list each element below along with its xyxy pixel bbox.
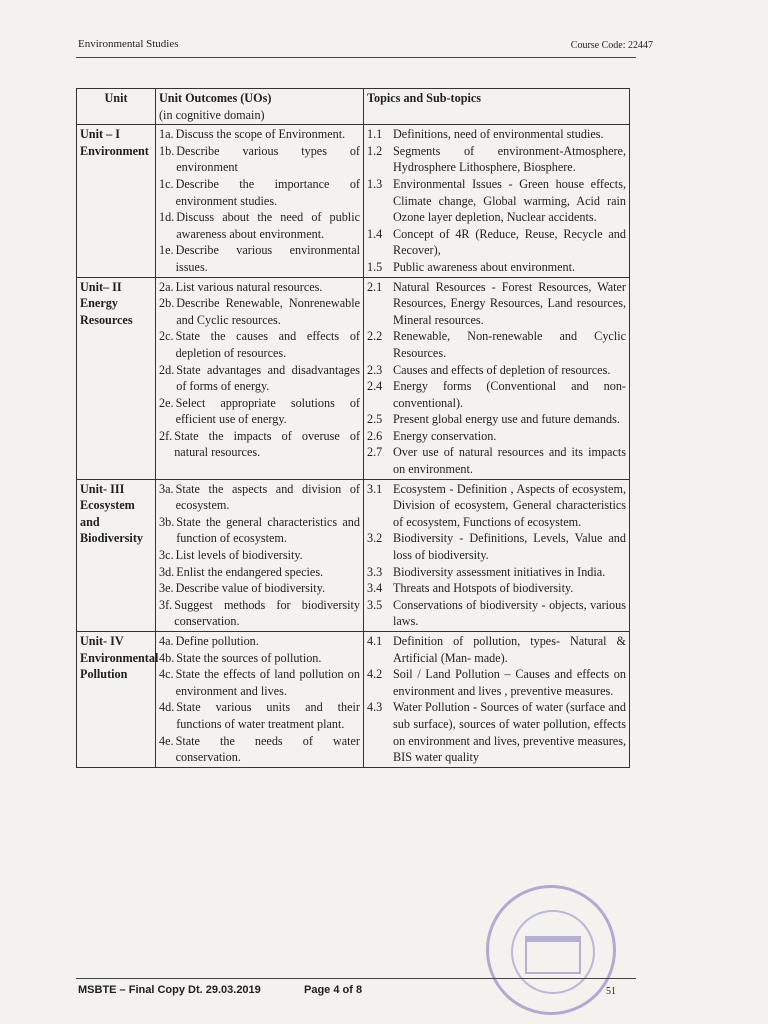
outcome-item: [159, 580, 360, 597]
outcome-text: Describe various types of environment: [176, 143, 360, 175]
topic-item: [367, 259, 626, 276]
topic-item: [367, 279, 626, 329]
topic-item: [367, 481, 626, 531]
seal-building-emblem: [525, 936, 581, 974]
topic-text: Threats and Hotspots of biodiversity.: [393, 581, 574, 596]
outcome-number: 4b.: [159, 650, 175, 665]
table-row: [77, 125, 630, 277]
outcome-number: 2b.: [159, 296, 175, 311]
table-header-row: [77, 89, 630, 125]
topic-number: 1.5: [367, 259, 383, 274]
outcome-item: [159, 564, 360, 581]
topic-item: [367, 126, 626, 143]
topic-item: [367, 176, 626, 226]
outcome-text: Define pollution.: [175, 634, 259, 648]
topic-number: 2.4: [367, 379, 383, 394]
topic-text: Definition of pollution, types- Natural & Artificial (Man- made).: [393, 634, 626, 665]
topic-number: 2.7: [367, 445, 383, 460]
topic-item: [367, 143, 626, 176]
unit-cell: [77, 125, 156, 277]
outcome-text: State the causes and effects of depletion of resources.: [175, 329, 360, 360]
topic-item: [367, 444, 626, 477]
topics-cell: [364, 277, 630, 479]
outcome-text: List levels of biodiversity.: [175, 548, 303, 563]
outcome-number: 1d.: [159, 210, 175, 225]
outcome-number: 1c.: [159, 176, 174, 191]
topic-number: 2.6: [367, 428, 383, 443]
topic-text: Concept of 4R (Reduce, Reuse, Recycle and Recover),: [393, 226, 626, 258]
footer-divider: [76, 978, 636, 979]
topic-item: [367, 564, 626, 581]
outcome-number: 3c.: [159, 548, 174, 563]
footer-page-number: Page 4 of 8: [304, 984, 363, 996]
topic-item: [367, 633, 626, 666]
topic-text: Ecosystem - Definition , Aspects of ecosystem, Division of ecosystem, General characteristics of ecosystem, Functions of ecosystem.: [393, 481, 626, 529]
topic-text: Biodiversity - Definitions, Levels, Value and loss of biodiversity.: [393, 531, 626, 563]
topic-text: Biodiversity assessment initiatives in India.: [393, 564, 606, 579]
unit-title: Unit– II Energy Resources: [80, 279, 133, 327]
topic-number: 3.2: [367, 531, 383, 546]
topic-number: 3.4: [367, 581, 383, 596]
topic-text: Segments of environment-Atmosphere, Hydrosphere Lithosphere, Biosphere.: [393, 143, 626, 175]
outcome-text: Describe Renewable, Nonrenewable and Cyclic resources.: [176, 296, 360, 327]
topic-text: Renewable, Non-renewable and Cyclic Resources.: [393, 329, 626, 360]
topic-text: Public awareness about environment.: [393, 259, 576, 274]
outcome-text: State the sources of pollution.: [176, 650, 322, 665]
topic-item: [367, 530, 626, 563]
outcome-item: [159, 733, 360, 766]
outcome-number: 1e.: [159, 243, 174, 258]
unit-title: Unit – I Environment: [80, 127, 149, 158]
outcome-number: 2d.: [159, 362, 175, 377]
outcome-text: Discuss about the need of public awareness about environment.: [176, 210, 360, 241]
topic-number: 2.3: [367, 362, 383, 377]
unit-title: Unit- IV Environmental Pollution: [80, 634, 159, 682]
topic-text: Environmental Issues - Green house effects, Climate change, Global warming, Acid rain Ozone layer depletion, Nuclear accidents.: [393, 176, 626, 225]
header-course-name: Environmental Studies: [78, 38, 179, 50]
outcome-text: Enlist the endangered species.: [176, 564, 324, 579]
topic-number: 2.1: [367, 279, 383, 294]
outcome-text: State the effects of land pollution on environment and lives.: [175, 667, 360, 698]
topic-number: 1.2: [367, 143, 383, 158]
outcome-number: 1b.: [159, 143, 175, 158]
topic-item: [367, 411, 626, 428]
outcome-number: 3b.: [159, 514, 175, 529]
unit-cell: [77, 277, 156, 479]
topic-number: 4.1: [367, 634, 383, 648]
topic-number: 1.4: [367, 226, 383, 241]
outcome-item: [159, 328, 360, 361]
outcome-number: 3a.: [159, 481, 174, 496]
outcome-text: List various natural resources.: [175, 279, 323, 294]
unit-title: Unit- III Ecosystem and Biodiversity: [80, 481, 143, 546]
outcome-text: State the impacts of overuse of natural resources.: [174, 428, 360, 460]
col-header-outcomes: [156, 89, 364, 125]
footer-sheet-number: 51: [606, 986, 616, 997]
outcome-number: 2e.: [159, 395, 174, 410]
outcome-number: 4d.: [159, 700, 175, 715]
topic-item: [367, 362, 626, 379]
topic-number: 1.3: [367, 176, 383, 191]
col-header-unit: Unit: [77, 89, 156, 125]
table-row: [77, 277, 630, 479]
outcome-text: State the aspects and division of ecosystem.: [175, 481, 360, 513]
topic-number: 3.3: [367, 564, 383, 579]
header-course-code: Course Code: 22447: [570, 40, 653, 51]
topic-item: [367, 580, 626, 597]
topics-cell: [364, 125, 630, 277]
topic-item: [367, 699, 626, 765]
outcome-item: [159, 362, 360, 395]
topic-number: 3.1: [367, 481, 383, 496]
outcomes-cell: [156, 125, 364, 277]
topic-item: [367, 428, 626, 445]
units-body: [77, 125, 630, 768]
institute-seal-stamp: [486, 885, 616, 1015]
outcome-item: [159, 514, 360, 547]
outcomes-cell: [156, 632, 364, 768]
outcome-text: State the general characteristics and function of ecosystem.: [176, 514, 360, 546]
outcome-item: [159, 126, 360, 143]
topic-text: Soil / Land Pollution – Causes and effects on environment and lives , preventive measures.: [393, 667, 626, 698]
topic-text: Energy forms (Conventional and non-conventional).: [393, 379, 626, 410]
topic-number: 2.2: [367, 329, 383, 344]
syllabus-table: [76, 88, 630, 768]
outcome-number: 3e.: [159, 581, 174, 596]
topic-number: 1.1: [367, 127, 383, 142]
outcome-item: [159, 428, 360, 461]
outcomes-cell: [156, 479, 364, 631]
unit-cell: [77, 632, 159, 768]
outcome-text: State various units and their functions of water treatment plant.: [176, 700, 360, 731]
outcome-number: 3d.: [159, 564, 175, 579]
outcome-item: [159, 633, 360, 650]
topic-text: Water Pollution - Sources of water (surface and sub surface), sources of water pollution, effects on environment and lives, preventive measures, BIS water quality: [393, 700, 626, 765]
outcome-text: Select appropriate solutions of efficient use of energy.: [175, 395, 360, 427]
outcome-number: 2f.: [159, 428, 173, 443]
outcome-item: [159, 666, 360, 699]
outcome-item: [159, 279, 360, 296]
topic-item: [367, 378, 626, 411]
topic-item: [367, 226, 626, 259]
outcome-number: 4e.: [159, 733, 174, 748]
table-row: [77, 479, 630, 631]
topic-number: 4.2: [367, 667, 383, 682]
outcome-item: [159, 295, 360, 328]
topics-cell: [364, 632, 630, 768]
outcome-number: 2c.: [159, 329, 174, 344]
outcome-number: 1a.: [159, 127, 174, 142]
outcome-number: 4a.: [159, 634, 174, 648]
unit-cell: [77, 479, 156, 631]
topic-item: [367, 328, 626, 361]
topic-item: [367, 666, 626, 699]
outcomes-cell: [156, 277, 364, 479]
outcome-number: 2a.: [159, 279, 174, 294]
outcome-text: Discuss the scope of Environment.: [175, 127, 346, 142]
outcome-item: [159, 395, 360, 428]
topic-number: 4.3: [367, 700, 383, 715]
outcome-item: [159, 699, 360, 732]
outcome-text: Describe the importance of environment studies.: [175, 176, 360, 208]
col-header-outcomes-title: Unit Outcomes (UOs): [159, 91, 272, 105]
outcome-item: [159, 650, 360, 667]
table-row: [77, 632, 630, 768]
outcome-item: [159, 481, 360, 514]
outcome-item: [159, 597, 360, 630]
outcome-text: Describe various environmental issues.: [175, 243, 360, 274]
topic-number: 2.5: [367, 412, 383, 427]
topic-text: Energy conservation.: [393, 428, 497, 443]
col-header-outcomes-subtitle: (in cognitive domain): [159, 107, 265, 122]
topic-text: Causes and effects of depletion of resources.: [393, 362, 611, 377]
col-header-topics: Topics and Sub-topics: [364, 89, 630, 125]
topic-text: Present global energy use and future demands.: [393, 412, 620, 427]
outcome-item: [159, 209, 360, 242]
outcome-text: State the needs of water conservation.: [175, 733, 360, 765]
outcome-number: 3f.: [159, 597, 173, 612]
outcome-text: Describe value of biodiversity.: [175, 581, 326, 596]
topic-text: Definitions, need of environmental studies.: [393, 127, 604, 142]
outcome-text: Suggest methods for biodiversity conservation.: [174, 597, 360, 629]
footer-copy-date: MSBTE – Final Copy Dt. 29.03.2019: [78, 984, 261, 996]
topic-text: Over use of natural resources and its impacts on environment.: [393, 445, 626, 477]
topic-text: Natural Resources - Forest Resources, Water Resources, Energy Resources, Land resources, Mineral resources.: [393, 279, 626, 327]
outcome-item: [159, 143, 360, 176]
outcome-text: State advantages and disadvantages of forms of energy.: [176, 362, 360, 394]
topics-cell: [364, 479, 630, 631]
topic-number: 3.5: [367, 597, 383, 612]
topic-text: Conservations of biodiversity - objects, various laws.: [393, 597, 626, 629]
topic-item: [367, 597, 626, 630]
outcome-item: [159, 242, 360, 275]
outcome-item: [159, 176, 360, 209]
header-divider: [76, 57, 636, 58]
outcome-item: [159, 547, 360, 564]
outcome-number: 4c.: [159, 667, 174, 682]
